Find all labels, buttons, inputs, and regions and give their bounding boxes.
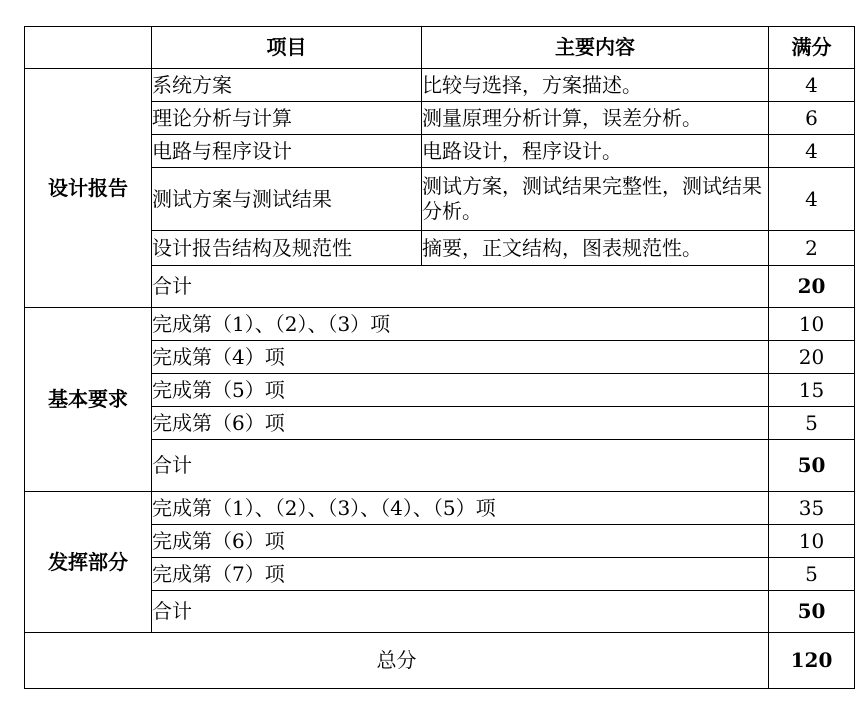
category-basic-requirements: 基本要求	[25, 308, 152, 492]
score-cell: 10	[769, 525, 855, 558]
total-label: 总分	[25, 633, 769, 689]
table-row	[25, 308, 855, 341]
score-cell: 2	[769, 231, 855, 266]
item-cell: 完成第（6）项	[152, 525, 769, 558]
header-row	[25, 27, 855, 69]
item-cell: 完成第（6）项	[152, 407, 769, 440]
content-cell: 电路设计，程序设计。	[422, 135, 769, 168]
score-cell: 6	[769, 102, 855, 135]
score-cell: 15	[769, 374, 855, 407]
item-cell: 完成第（1）、（2）、（3）项	[152, 308, 769, 341]
item-cell: 完成第（1）、（2）、（3）、（4）、（5）项	[152, 492, 769, 525]
subtotal-score: 50	[769, 440, 855, 492]
subtotal-score: 20	[769, 266, 855, 308]
score-cell: 35	[769, 492, 855, 525]
content-cell: 测试方案，测试结果完整性，测试结果分析。	[422, 168, 769, 231]
category-extended-part: 发挥部分	[25, 492, 152, 633]
item-cell: 测试方案与测试结果	[152, 168, 422, 231]
score-table	[24, 26, 855, 689]
category-design-report: 设计报告	[25, 69, 152, 308]
subtotal-label: 合计	[152, 591, 769, 633]
content-cell: 测量原理分析计算，误差分析。	[422, 102, 769, 135]
score-cell: 5	[769, 407, 855, 440]
table-row	[25, 69, 855, 102]
subtotal-label: 合计	[152, 266, 769, 308]
header-category	[25, 27, 152, 69]
item-cell: 设计报告结构及规范性	[152, 231, 422, 266]
item-cell: 理论分析与计算	[152, 102, 422, 135]
subtotal-score: 50	[769, 591, 855, 633]
item-cell: 电路与程序设计	[152, 135, 422, 168]
item-cell: 系统方案	[152, 69, 422, 102]
content-cell: 摘要，正文结构，图表规范性。	[422, 231, 769, 266]
score-cell: 4	[769, 135, 855, 168]
score-cell: 4	[769, 168, 855, 231]
header-content: 主要内容	[422, 27, 769, 69]
score-cell: 20	[769, 341, 855, 374]
content-cell: 比较与选择，方案描述。	[422, 69, 769, 102]
item-cell: 完成第（4）项	[152, 341, 769, 374]
header-item: 项目	[152, 27, 422, 69]
header-score: 满分	[769, 27, 855, 69]
score-cell: 4	[769, 69, 855, 102]
score-cell: 10	[769, 308, 855, 341]
total-score: 120	[769, 633, 855, 689]
table-row	[25, 492, 855, 525]
score-cell: 5	[769, 558, 855, 591]
item-cell: 完成第（5）项	[152, 374, 769, 407]
total-row	[25, 633, 855, 689]
subtotal-label: 合计	[152, 440, 769, 492]
item-cell: 完成第（7）项	[152, 558, 769, 591]
